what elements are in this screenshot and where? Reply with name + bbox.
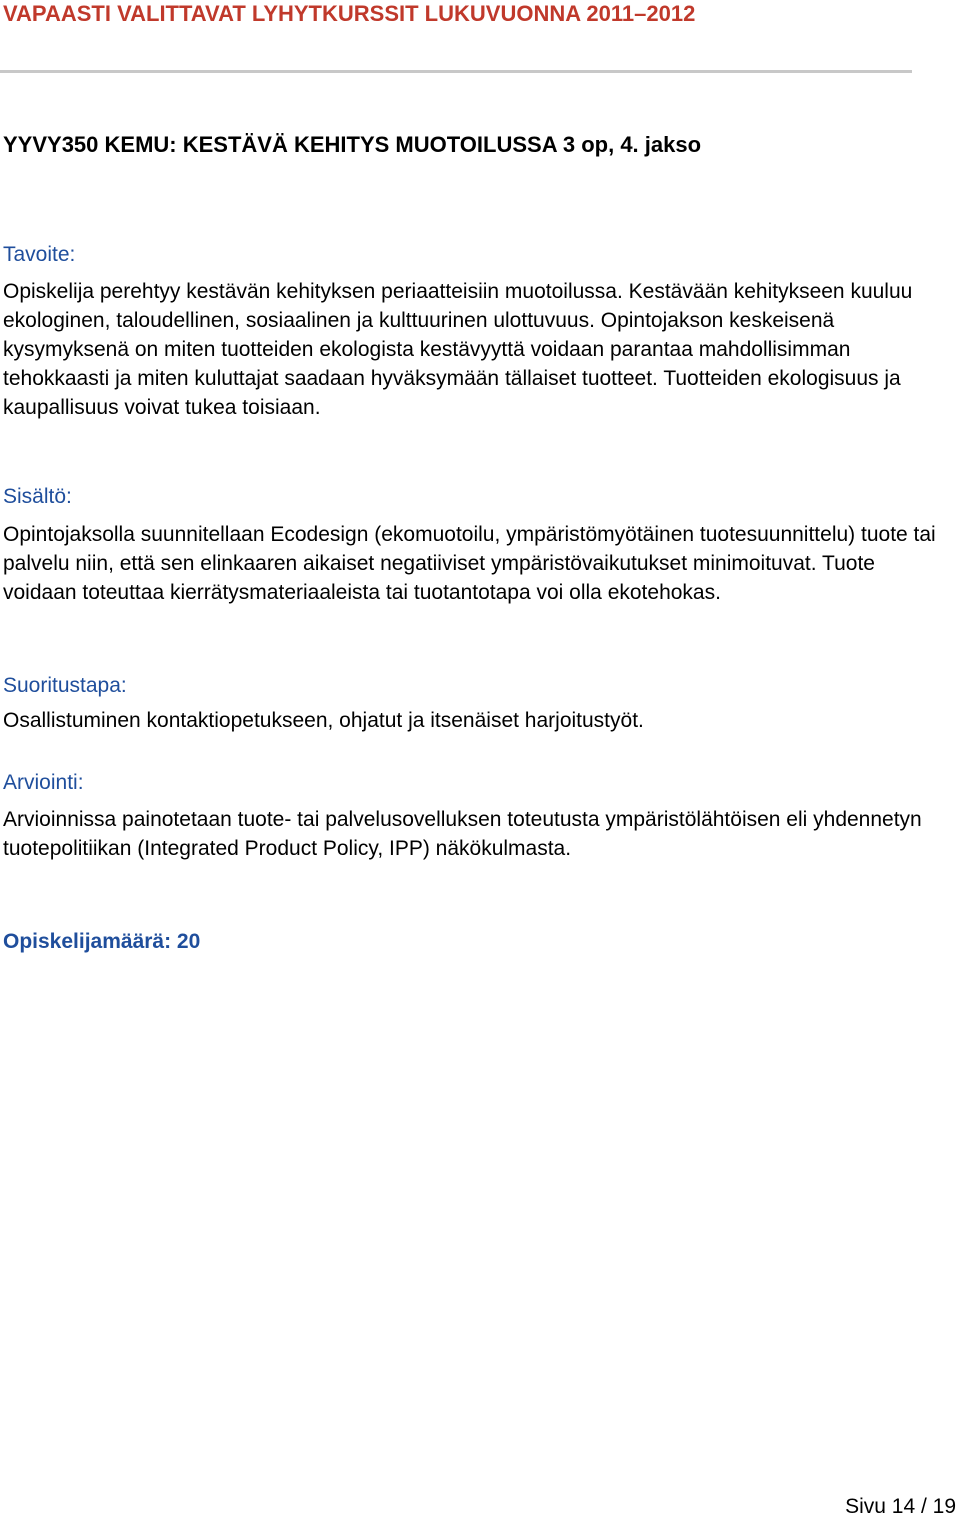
page-number: Sivu 14 / 19 xyxy=(845,1495,956,1518)
course-title: YYVY350 KEMU: KESTÄVÄ KEHITYS MUOTOILUSSA 3 op, 4. jakso xyxy=(3,132,702,157)
sisalto-text: Opintojaksolla suunnitellaan Ecodesign (ekomuotoilu, ympäristömyötäinen tuotesuunnittelu) tuote tai palvelu niin, että sen elinkaaren aikaiset negatiiviset ympäristövaikutukset minimoituvat. Tuote voidaan toteuttaa kierrätysmateriaaleista tai tuotantotapa voi olla ekotehokas. xyxy=(3,523,936,604)
student-count: Opiskelijamäärä: 20 xyxy=(3,930,201,953)
tavoite-text: Opiskelija perehtyy kestävän kehityksen periaatteisiin muotoilussa. Kestävään kehitykseen kuuluu ekologinen, taloudellinen, sosiaalinen ja kulttuurinen ulottuvuus. Opintojakson keskeisenä kysymyksenä on miten tuotteiden ekologista kestävyyttä voidaan parantaa mahdollisimman tehokkaasti ja miten kuluttajat saadaan hyväksymään tällaiset tuotteet. Tuotteiden ekologisuus ja kaupallisuus voivat tukea toisiaan. xyxy=(3,280,913,419)
sisalto-body xyxy=(3,520,948,607)
tavoite-body xyxy=(3,277,948,422)
sisalto-heading: Sisältö: xyxy=(3,485,72,508)
suoritustapa-text: Osallistuminen kontaktiopetukseen, ohjatut ja itsenäiset harjoitustyöt. xyxy=(3,709,644,732)
tavoite-heading: Tavoite: xyxy=(3,243,76,266)
arviointi-text: Arvioinnissa painotetaan tuote- tai palvelusovelluksen toteutusta ympäristölähtöisen eli yhdennetyn tuotepolitiikan (Integrated Product Policy, IPP) näkökulmasta. xyxy=(3,808,922,860)
suoritustapa-heading: Suoritustapa: xyxy=(3,674,127,697)
header-divider xyxy=(0,70,912,73)
document-header-title: VAPAASTI VALITTAVAT LYHYTKURSSIT LUKUVUONNA 2011–2012 xyxy=(3,1,696,26)
suoritustapa-body xyxy=(3,706,948,735)
arviointi-body xyxy=(3,805,948,863)
arviointi-heading: Arviointi: xyxy=(3,771,84,794)
